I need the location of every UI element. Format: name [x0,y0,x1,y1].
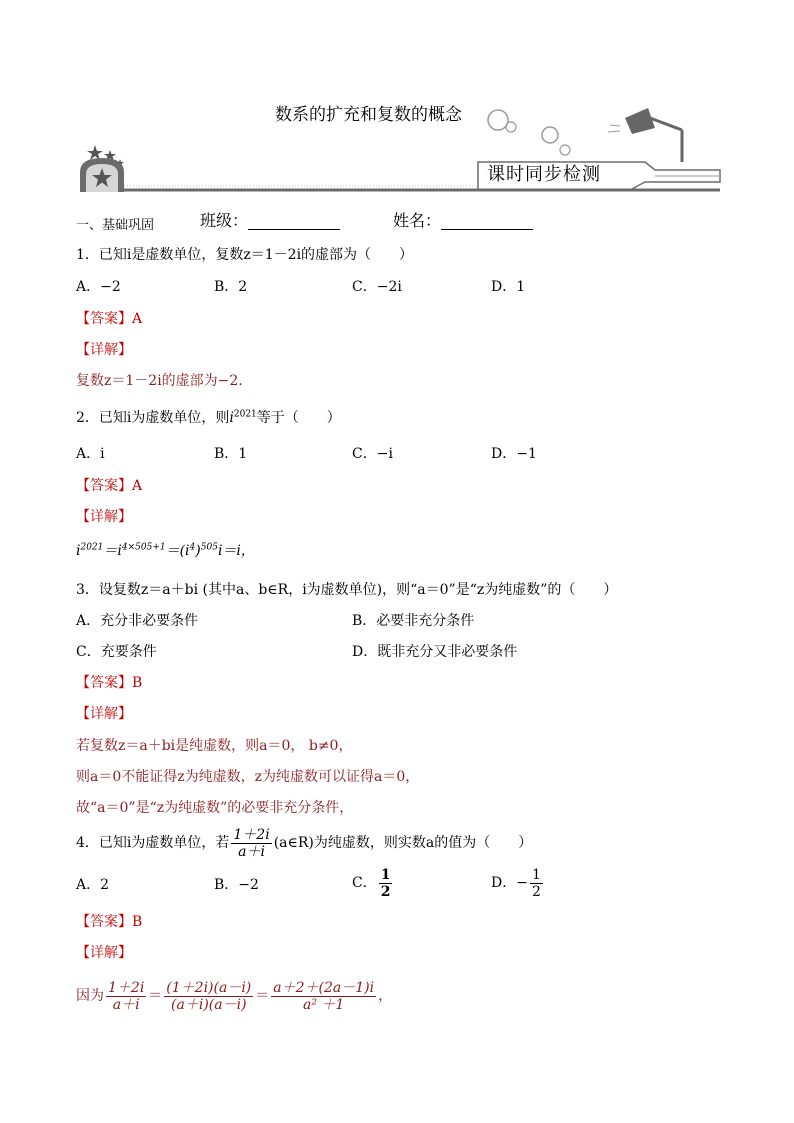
q4-because: 因为 [76,988,104,1004]
q4-option-c [352,866,394,900]
q3-stem: 3．设复数z＝a＋bi (其中a、b∈R，i为虚数单位)，则“a＝0”是“z为纯虚数”的（ ） [76,582,618,598]
q4-eq: ＝ [148,988,163,1004]
q3-answer: 【答案】B [76,675,143,691]
q2-detail-4-exp: 505 [200,542,218,553]
q2-detail-3-exp: 4 [189,542,196,553]
q1-detail-label: 【详解】 [76,342,132,358]
q4-stem [76,826,532,866]
q2-detail-1: i [76,543,81,559]
section-heading: 一、基础巩固 [76,218,155,233]
q2-detail-4: ) [195,543,201,559]
q3-option-c: C．充要条件 [76,644,157,660]
q2-detail [76,542,255,560]
q2-option-b: B．1 [214,446,248,462]
tagline: 课时同步检测 [487,164,601,185]
q4-tail: ， [378,988,393,1004]
q4-detail [76,976,392,1016]
q4-eq: ＝ [255,988,270,1004]
header-decoration [0,0,794,200]
q2-detail-3: ＝(i [165,543,190,559]
q2-stem [76,409,341,427]
q4-option-a: A．2 [76,877,110,893]
q4-option-d-fraction [530,867,543,900]
bubble-icon [506,122,516,132]
q3-option-a: A．充分非必要条件 [76,613,199,629]
q4-option-d-label: D．− [491,875,528,891]
q3-option-b: B．必要非充分条件 [352,613,475,629]
q4-f2-num: (1＋2i)(a－i) [166,979,252,996]
q4-option-d-num: 1 [531,866,541,883]
q4-option-c-fraction [379,867,393,900]
q4-stem-b: (a∈R)为纯虚数，则实数a的值为（ ） [273,835,533,851]
q1-option-a: A．−2 [76,279,121,295]
q1-option-b: B．2 [214,279,248,295]
q2-option-a: A．i [76,446,105,462]
q4-f1-den: a＋i [112,996,140,1013]
q4-frac-num: 1＋2i [233,826,270,843]
q4-stem-fraction [231,827,271,860]
q1-option-c: C．−2i [352,279,402,295]
q4-detail-label: 【详解】 [76,945,132,961]
q1-stem: 1．已知i是虚数单位，复数z＝1－2i的虚部为（ ） [76,247,414,263]
q2-detail-label: 【详解】 [76,509,132,525]
q2-option-c: C．−i [352,446,393,462]
q4-option-b: B．−2 [214,877,259,893]
name-label: 姓名： [393,211,442,230]
q3-detail-label: 【详解】 [76,706,132,722]
q2-stem-c: 等于（ ） [256,410,341,426]
q3-detail-line: 则a＝0不能证得z为纯虚数，z为纯虚数可以证得a＝0， [76,769,420,785]
q4-f3-den: a² ＋1 [303,996,345,1013]
bubble-icon [560,145,570,155]
q2-detail-2: ＝i [103,543,122,559]
q2-answer: 【答案】A [76,478,143,494]
q4-stem-a: 4．已知i为虚数单位，若 [76,835,230,851]
q4-f3-num: a＋2＋(2a－1)i [273,979,375,996]
q4-detail-frac-1 [106,980,146,1013]
name-field [393,212,533,230]
q4-detail-frac-3 [271,980,376,1013]
q4-option-c-den: 2 [380,883,391,900]
bubble-icon [542,127,558,143]
q4-option-c-label: C． [352,875,377,891]
q4-detail-frac-2 [164,980,253,1013]
class-field [200,212,340,230]
class-label: 班级： [200,211,249,230]
name-blank[interactable] [441,215,533,230]
q1-detail: 复数z＝1－2i的虚部为−2. [76,373,243,389]
q1-answer: 【答案】A [76,311,143,327]
q4-frac-den: a＋i [238,843,265,860]
q2-detail-5: i＝i， [217,543,255,559]
q2-stem-b: i [229,410,234,426]
bubble-icon [488,110,508,130]
q3-option-d: D．既非充分又非必要条件 [352,644,518,660]
q4-f1-num: 1＋2i [108,979,145,996]
q2-option-d: D．−1 [491,446,537,462]
q3-detail-line: 故“a＝0”是“z为纯虚数”的必要非充分条件， [76,800,354,816]
q1-option-d: D．1 [491,279,526,295]
q2-stem-a: 2．已知i为虚数单位，则 [76,410,230,426]
q2-detail-1-exp: 2021 [80,542,104,553]
q4-f2-den: (a＋i)(a－i) [171,996,247,1013]
q4-answer: 【答案】B [76,914,143,930]
star-icon [87,145,103,160]
q3-detail-line: 若复数z＝a＋bi是纯虚数，则a＝0， b≠0， [76,738,353,754]
q4-option-d [491,866,545,900]
q4-option-d-den: 2 [531,883,541,900]
q4-option-c-num: 1 [380,866,391,883]
page-title: 数系的扩充和复数的概念 [275,105,462,125]
q2-detail-2-exp: 4×505+1 [121,542,166,553]
lamp-icon [608,108,682,162]
class-blank[interactable] [248,215,340,230]
q2-stem-exp: 2021 [233,409,257,420]
